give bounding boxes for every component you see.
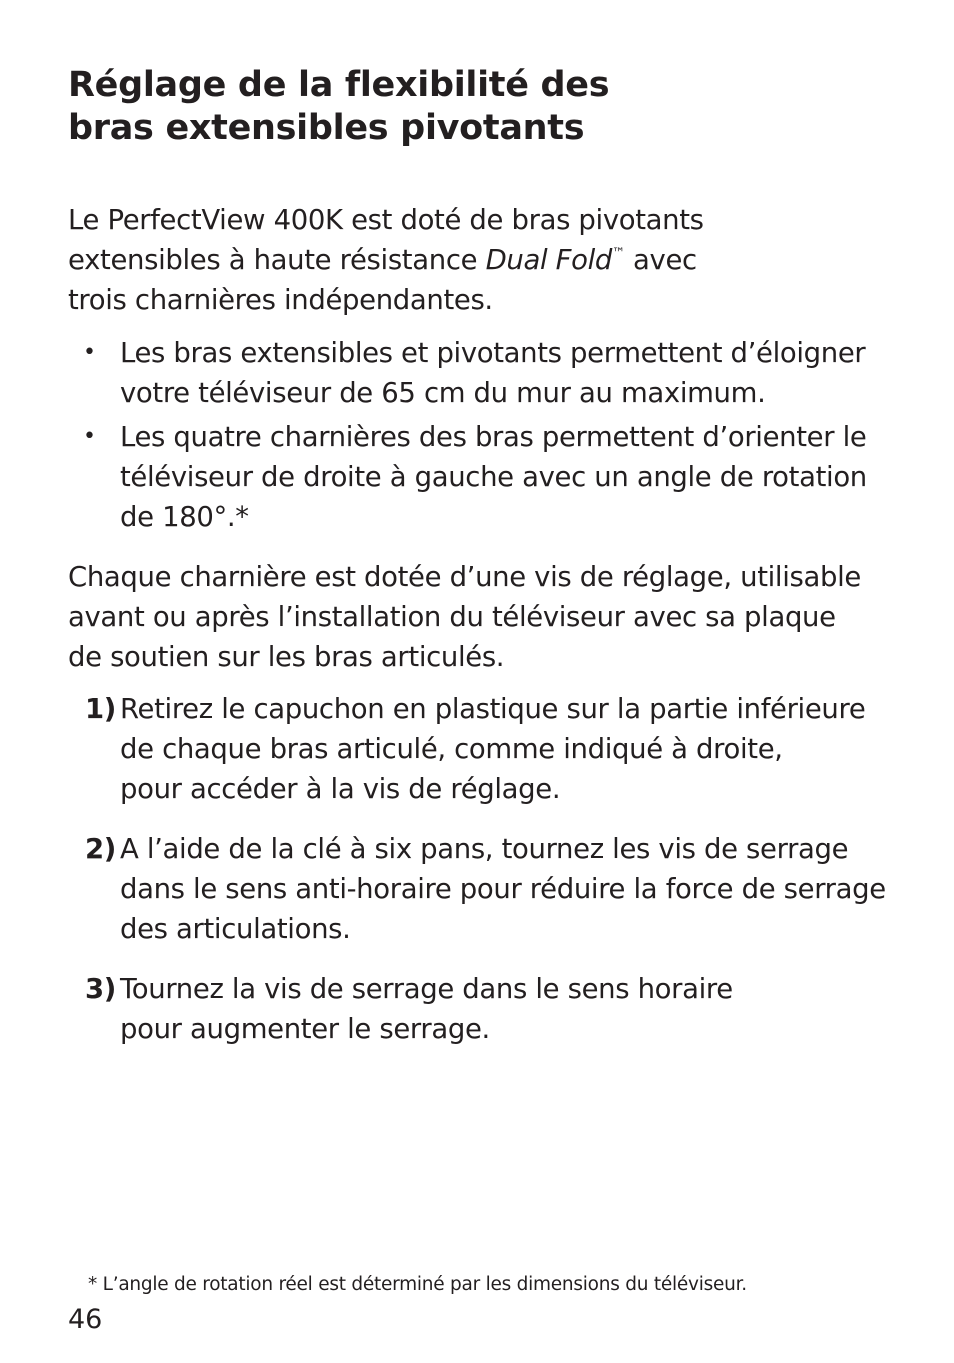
bullet-line: téléviseur de droite à gauche avec un angle de rotation xyxy=(120,461,867,493)
step-line: de chaque bras articulé, comme indiqué à droite, xyxy=(120,733,783,765)
bullet-line: Les quatre charnières des bras permettent d’orienter le xyxy=(120,421,867,453)
adjustment-paragraph xyxy=(68,557,898,677)
page-title-line-1: Réglage de la flexibilité des xyxy=(68,65,610,105)
intro-line-2 xyxy=(68,240,888,280)
bullet-marker: • xyxy=(83,424,96,449)
intro-line-2-prefix: extensibles à haute résistance xyxy=(68,244,486,276)
intro-line-3: trois charnières indépendantes. xyxy=(68,284,493,316)
bullet-item xyxy=(68,417,898,537)
intro-line-2-suffix: avec xyxy=(624,244,697,276)
bullet-line: votre téléviseur de 65 cm du mur au maximum. xyxy=(120,377,766,409)
step-line: pour accéder à la vis de réglage. xyxy=(120,773,561,805)
instruction-steps xyxy=(68,689,898,1069)
step-line: des articulations. xyxy=(120,913,351,945)
feature-bullet-list xyxy=(68,333,898,541)
bullet-item xyxy=(68,333,898,413)
step-line: dans le sens anti-horaire pour réduire la force de serrage xyxy=(120,873,886,905)
footnote: * L’angle de rotation réel est déterminé par les dimensions du téléviseur. xyxy=(88,1274,747,1295)
step-number: 2) xyxy=(85,833,117,865)
paragraph-line: avant ou après l’installation du téléviseur avec sa plaque xyxy=(68,601,836,633)
page-title-line-2: bras extensibles pivotants xyxy=(68,108,585,148)
step-line: Tournez la vis de serrage dans le sens horaire xyxy=(120,973,733,1005)
step-line: A l’aide de la clé à six pans, tournez les vis de serrage xyxy=(120,833,849,865)
paragraph-line: Chaque charnière est dotée d’une vis de réglage, utilisable xyxy=(68,561,861,593)
brand-name: Dual Fold xyxy=(485,244,612,276)
step-line: pour augmenter le serrage. xyxy=(120,1013,490,1045)
page-number: 46 xyxy=(68,1304,103,1335)
intro-paragraph xyxy=(68,200,888,320)
paragraph-line: de soutien sur les bras articulés. xyxy=(68,641,505,673)
step-item-3 xyxy=(68,969,898,1049)
step-line: Retirez le capuchon en plastique sur la partie inférieure xyxy=(120,693,866,725)
step-number: 3) xyxy=(85,973,117,1005)
step-item-2 xyxy=(68,829,898,949)
page-title xyxy=(68,64,828,150)
bullet-line: Les bras extensibles et pivotants permettent d’éloigner xyxy=(120,337,866,369)
bullet-marker: • xyxy=(83,340,96,365)
step-item-1 xyxy=(68,689,898,809)
trademark-symbol: ™ xyxy=(612,246,625,261)
intro-line-1: Le PerfectView 400K est doté de bras pivotants xyxy=(68,204,704,236)
step-number: 1) xyxy=(85,693,117,725)
bullet-line: de 180°.* xyxy=(120,501,249,533)
